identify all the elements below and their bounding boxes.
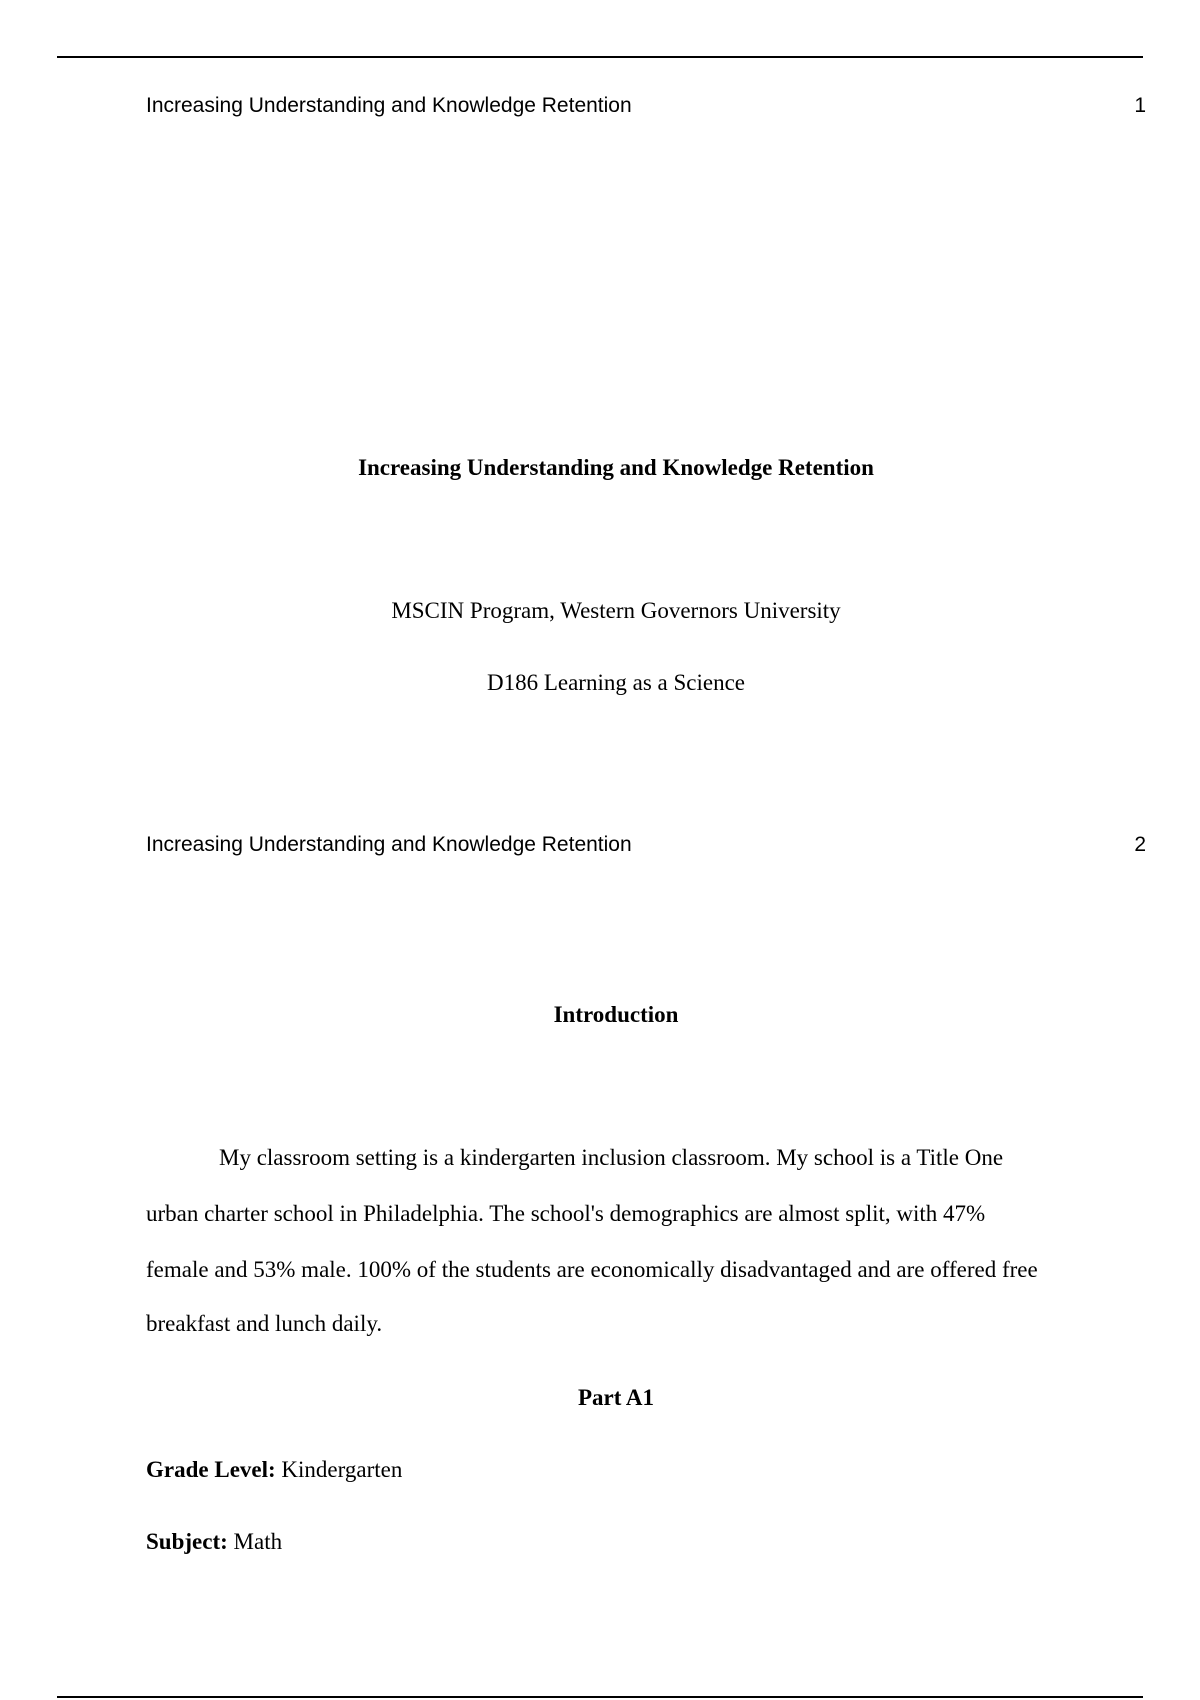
part-a1-heading: Part A1 <box>577 1385 654 1410</box>
page-number: 1 <box>1134 94 1146 117</box>
paragraph-line: My classroom setting is a kindergarten inclusion classroom. My school is a Title One <box>219 1145 1004 1170</box>
paragraph-line: urban charter school in Philadelphia. The school's demographics are almost split, with 47% <box>146 1201 986 1226</box>
paragraph-line: breakfast and lunch daily. <box>146 1311 383 1336</box>
page-top-rule <box>57 56 1143 58</box>
subject-value: Math <box>227 1529 283 1554</box>
running-head-title: Increasing Understanding and Knowledge Retention <box>146 833 632 856</box>
running-head-title: Increasing Understanding and Knowledge Retention <box>146 94 632 117</box>
page-bottom-rule <box>57 1696 1143 1698</box>
subject-label: Subject: <box>146 1529 228 1554</box>
grade-level-value: Kindergarten <box>275 1457 403 1482</box>
page-number: 2 <box>1134 833 1146 856</box>
subject-field <box>146 1528 282 1556</box>
paragraph-line: female and 53% male. 100% of the students are economically disadvantaged and are offered free <box>146 1257 1038 1282</box>
grade-level-field <box>146 1456 402 1484</box>
affiliation: MSCIN Program, Western Governors University <box>391 598 841 623</box>
course-name: D186 Learning as a Science <box>486 670 745 695</box>
grade-level-label: Grade Level: <box>146 1457 276 1482</box>
introduction-heading: Introduction <box>553 1002 679 1027</box>
paper-title: Increasing Understanding and Knowledge Retention <box>358 455 874 480</box>
